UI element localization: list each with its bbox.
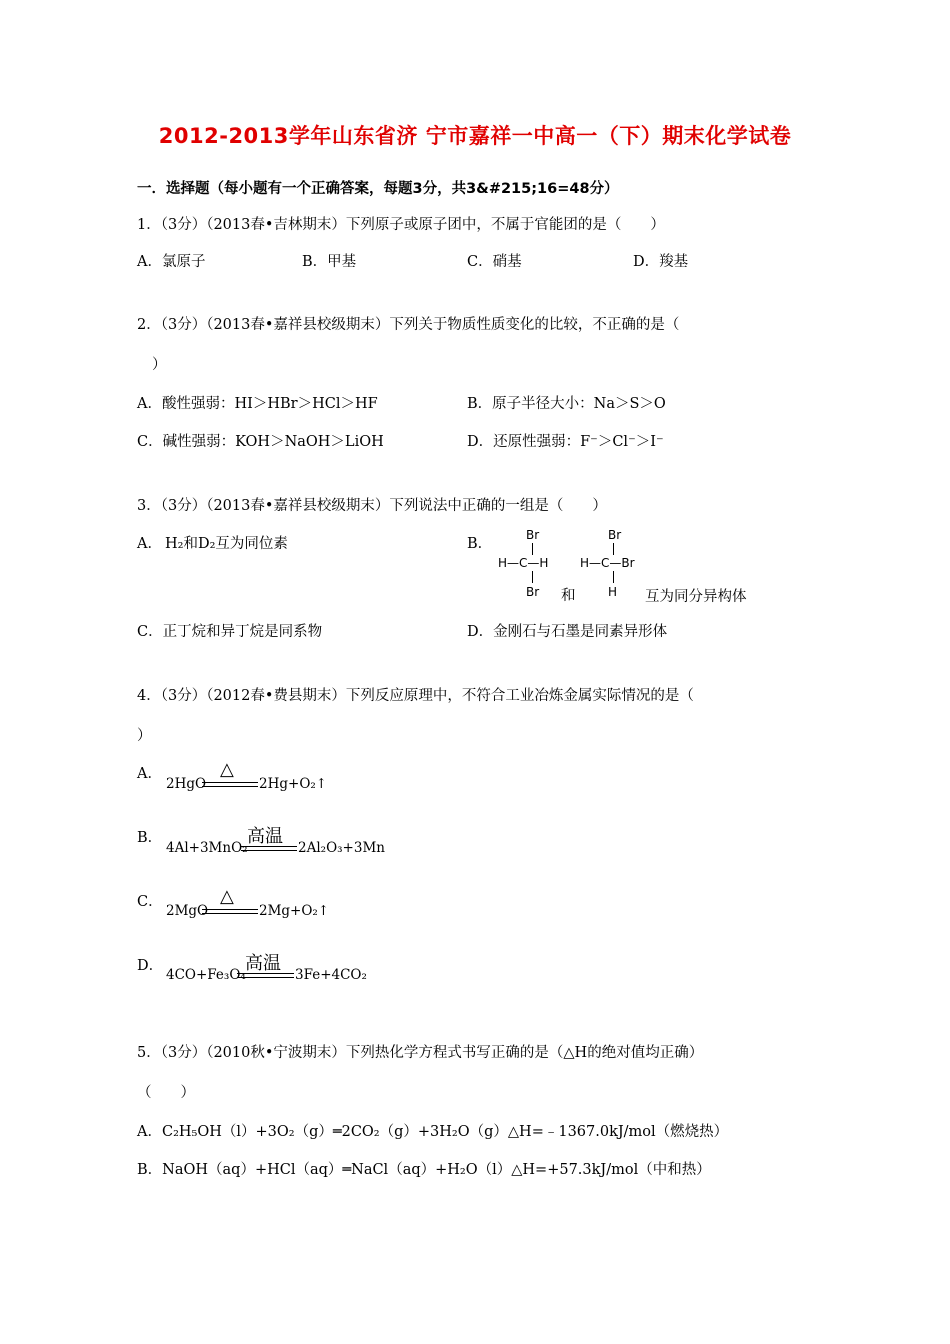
- q4-option-b-condition: 高温: [247, 826, 283, 847]
- section-heading: 一．选择题（每小题有一个正确答案，每题3分，共3&#215;16=48分）: [137, 181, 619, 197]
- q2-option-c: C．碱性强弱：KOH＞NaOH＞LiOH: [137, 434, 384, 450]
- q2-option-a: A．酸性强弱：HI＞HBr＞HCl＞HF: [137, 396, 378, 412]
- q2-option-d: D．还原性强弱：F⁻＞Cl⁻＞I⁻: [467, 434, 664, 450]
- page-title: 2012-2013学年山东省济 宁市嘉祥一中高一（下）期末化学试卷: [158, 124, 792, 148]
- q3-mol1-bottom: Br: [526, 585, 540, 599]
- q4-option-d-label: D．: [137, 958, 164, 974]
- q3-option-d: D．金刚石与石墨是同素异形体: [467, 624, 668, 640]
- q1-option-b: B．甲基: [302, 254, 357, 270]
- q4-option-c-products: 2Mg+O₂↑: [259, 903, 330, 919]
- q3-mol2-bottom: H: [608, 585, 618, 599]
- q3-mol1-bond-bottom: [532, 571, 533, 583]
- q4-option-a-eq-line2: [202, 786, 258, 787]
- q4-option-b-eq-line2: [241, 850, 297, 851]
- q4-option-c-eq-line1: [202, 909, 258, 910]
- q3-mol2-bond-top: [613, 543, 614, 555]
- q3-mol2-bond-bottom: [613, 571, 614, 583]
- q4-option-a-eq-line1: [202, 782, 258, 783]
- q1-option-c: C．硝基: [467, 254, 522, 270]
- q3-option-b-text: 互为同分异构体: [645, 589, 747, 605]
- q4-option-c-eq-line2: [202, 913, 258, 914]
- q3-mol1-bond-top: [532, 543, 533, 555]
- q5-option-b: B．NaOH（aq）+HCl（aq）═NaCl（aq）+H₂O（l）△H=+57.3kJ/mol（中和热）: [137, 1162, 711, 1178]
- q3-option-b-and: 和: [561, 588, 576, 604]
- q4-option-a-products: 2Hg+O₂↑: [259, 776, 328, 792]
- q4-option-b-eq-line1: [241, 846, 297, 847]
- q3-option-a-text: H₂和D₂互为同位素: [165, 536, 288, 552]
- question-2-stem-cont: ）: [152, 357, 167, 373]
- q3-option-c: C．正丁烷和异丁烷是同系物: [137, 624, 323, 640]
- q4-option-b-products: 2Al₂O₃+3Mn: [298, 840, 385, 856]
- q4-option-d-eq-line1: [237, 973, 294, 974]
- q3-option-a-label: A．: [137, 536, 162, 552]
- q4-option-d-condition: 高温: [245, 953, 281, 974]
- question-4-stem: 4．（3分）（2012春•费县期末）下列反应原理中，不符合工业冶炼金属实际情况的是（: [137, 688, 694, 704]
- q2-option-b: B．原子半径大小：Na＞S＞O: [467, 396, 666, 412]
- question-4-stem-cont: ）: [137, 728, 152, 744]
- q1-option-a: A．氯原子: [137, 254, 206, 270]
- q5-option-a: A．C₂H₅OH（l）+3O₂（g）═2CO₂（g）+3H₂O（g）△H=﹣1367.0kJ/mol（燃烧热）: [137, 1124, 729, 1140]
- q3-mol2-top: Br: [608, 528, 622, 542]
- question-1-stem: 1．（3分）（2013春•吉林期末）下列原子或原子团中，不属于官能团的是（ ）: [137, 217, 665, 233]
- q4-option-b-reactants: 4Al+3MnO₂: [166, 840, 248, 856]
- q4-option-c-reactants: 2MgO: [166, 903, 209, 919]
- q4-option-d-products: 3Fe+4CO₂: [295, 967, 367, 983]
- q3-mol2-middle: H—C—Br: [580, 556, 635, 570]
- q4-option-c-label: C．: [137, 894, 163, 910]
- q3-mol1-top: Br: [526, 528, 540, 542]
- question-5-stem: 5．（3分）（2010秋•宁波期末）下列热化学方程式书写正确的是（△H的绝对值均正确）: [137, 1045, 704, 1061]
- q1-option-d: D．羧基: [633, 254, 689, 270]
- q4-option-d-reactants: 4CO+Fe₃O₄: [166, 967, 246, 983]
- q4-option-d-eq-line2: [237, 977, 294, 978]
- q3-option-b-label: B．: [467, 536, 493, 552]
- q4-option-a-label: A．: [137, 766, 162, 782]
- question-3-stem: 3．（3分）（2013春•嘉祥县校级期末）下列说法中正确的一组是（ ）: [137, 498, 607, 514]
- q4-option-c-condition: △: [220, 886, 234, 907]
- q4-option-a-reactants: 2HgO: [166, 776, 207, 792]
- question-2-stem: 2．（3分）（2013春•嘉祥县校级期末）下列关于物质性质变化的比较，不正确的是（: [137, 317, 680, 333]
- q4-option-b-label: B．: [137, 830, 163, 846]
- q3-mol1-middle: H—C—H: [498, 556, 549, 570]
- q4-option-a-condition: △: [220, 759, 234, 780]
- question-5-stem-cont: （ ）: [137, 1085, 195, 1101]
